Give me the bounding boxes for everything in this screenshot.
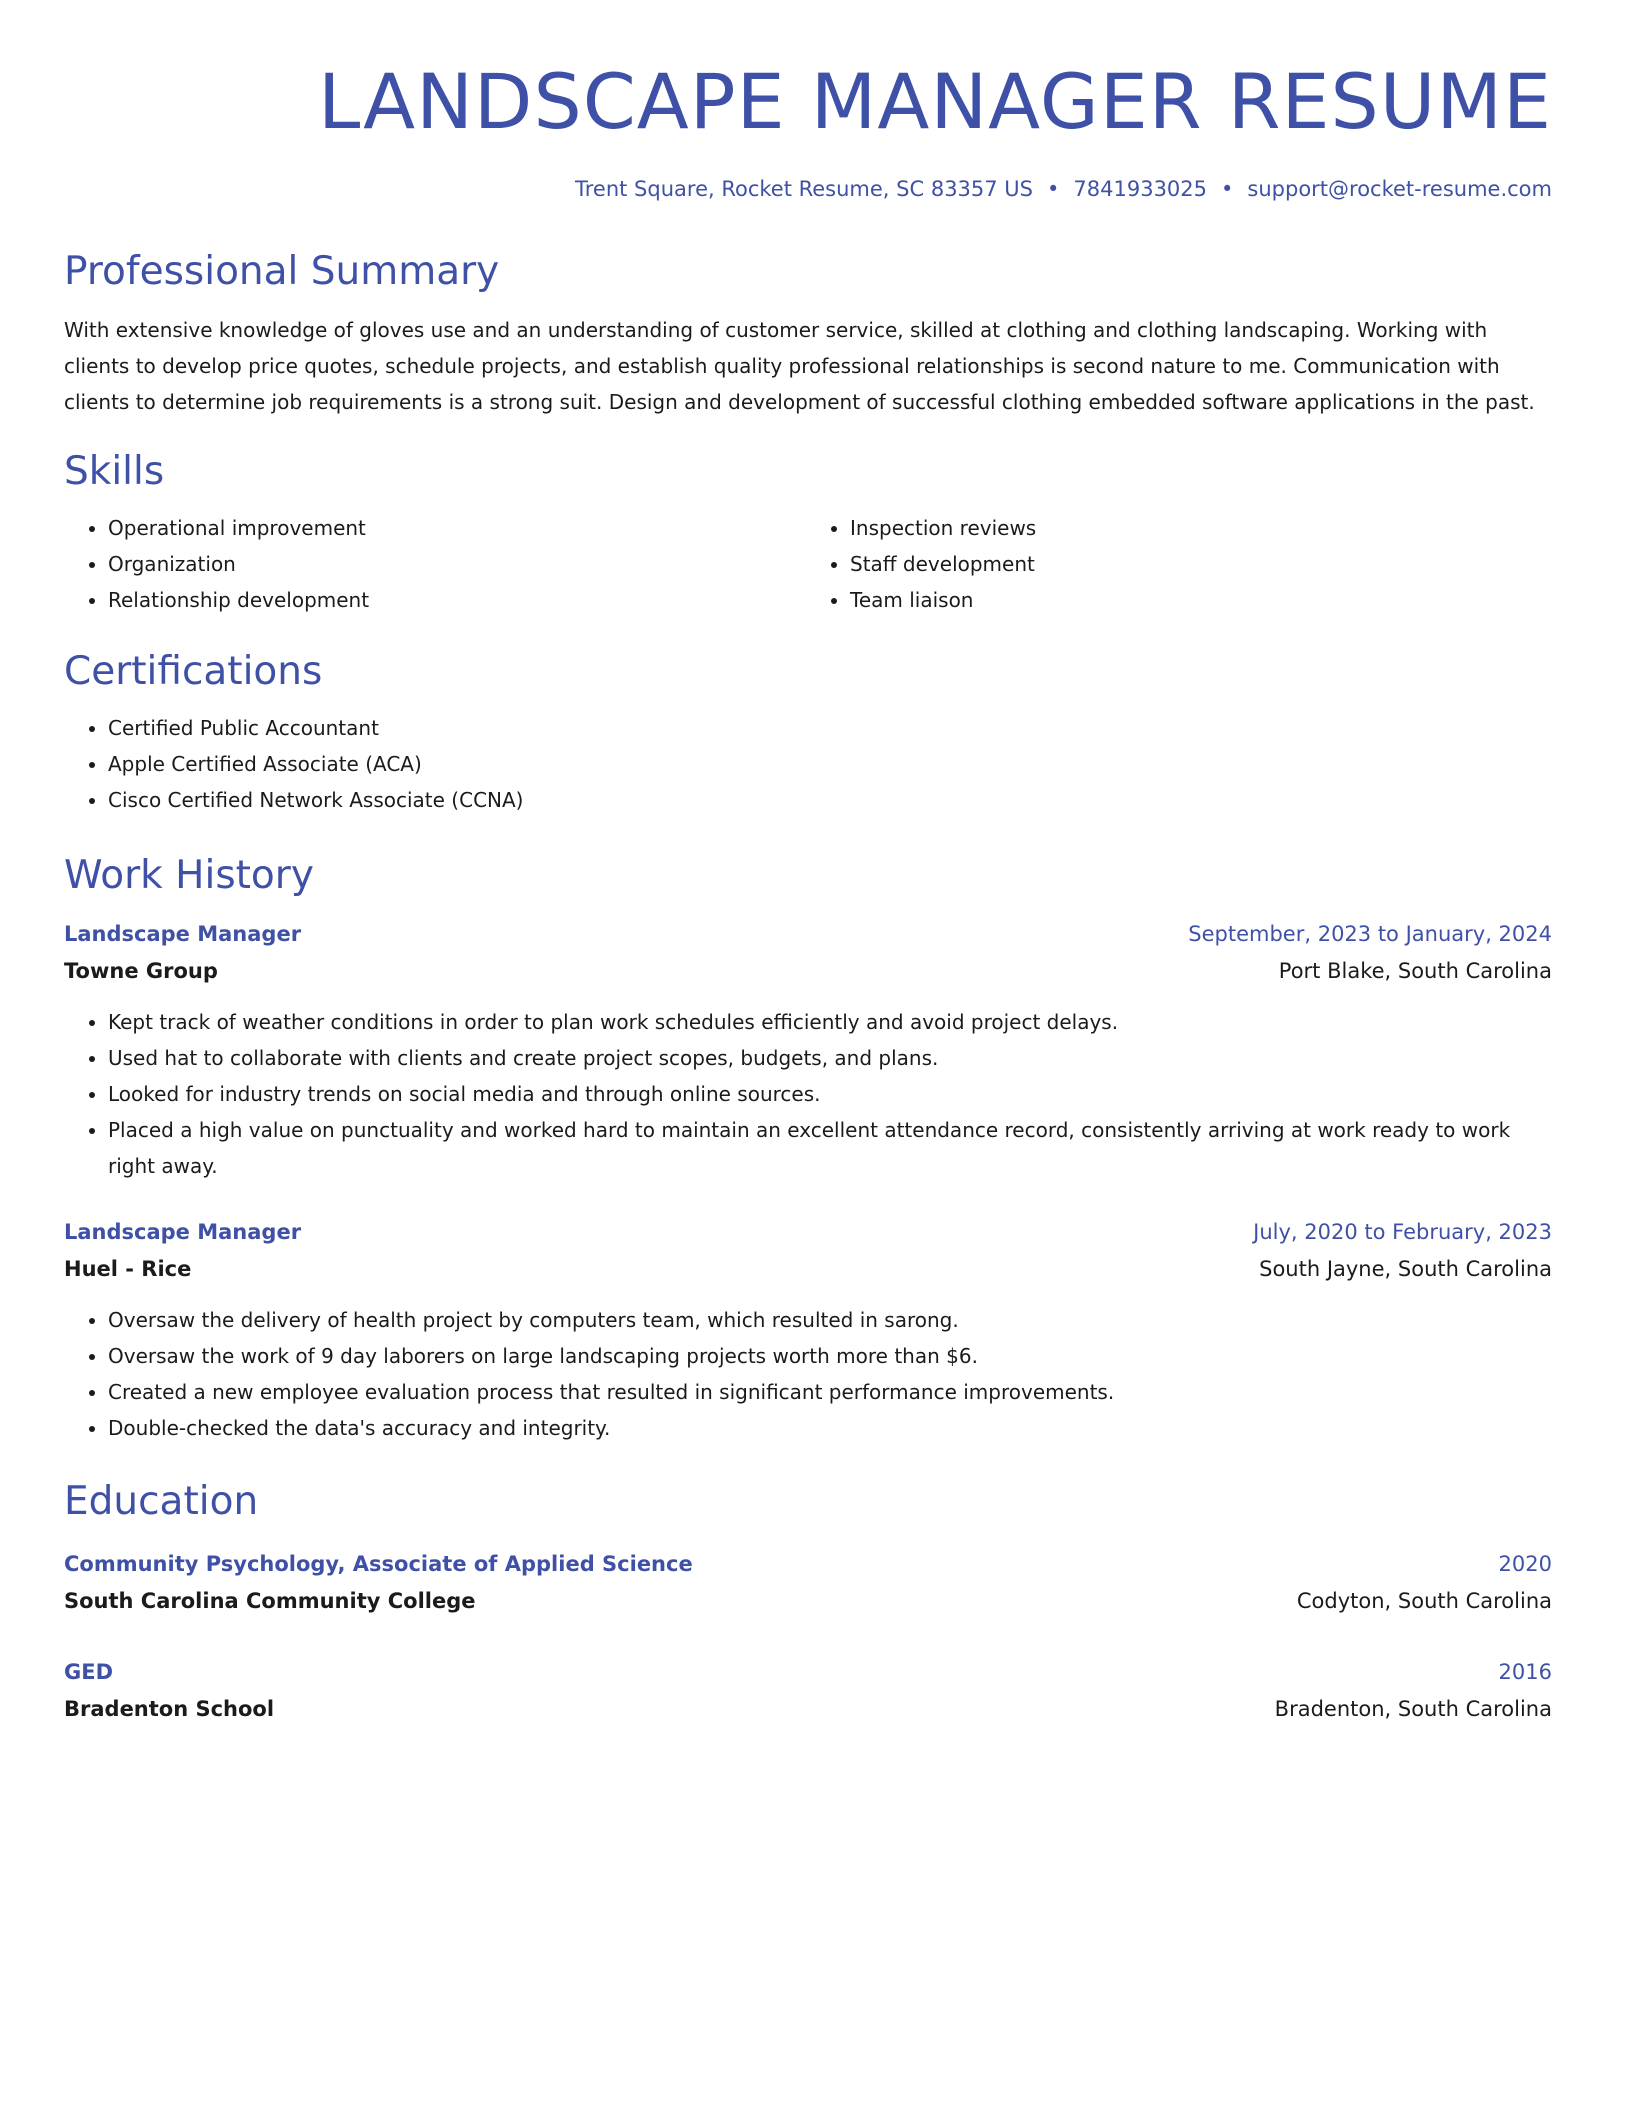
contact-address: Trent Square, Rocket Resume, SC 83357 US (575, 177, 1034, 201)
job-bullet: • Oversaw the work of 9 day laborers on large landscaping projects worth more than $6. (108, 1338, 1552, 1374)
skills-heading: Skills (64, 449, 165, 494)
job-header-row (64, 916, 1552, 952)
education-year: 2016 (1498, 1660, 1552, 1684)
job-title: Landscape Manager (64, 922, 302, 946)
job-bullet: • Double-checked the data's accuracy and integrity. (108, 1410, 1552, 1446)
certification-item: • Certified Public Accountant (108, 710, 1552, 746)
education-entry (64, 1654, 1552, 1728)
education-school-row (64, 1690, 1552, 1728)
certifications-list (64, 710, 1552, 818)
education-degree: GED (64, 1660, 114, 1684)
job-bullet: • Placed a high value on punctuality and worked hard to maintain an excellent attendance record, consistently arriving at work ready to work right away. (108, 1112, 1552, 1184)
job-bullet: • Used hat to collaborate with clients and create project scopes, budgets, and plans. (108, 1040, 1552, 1076)
skills-list-right (808, 510, 1552, 618)
contact-separator: • (1221, 177, 1234, 201)
certification-item: • Apple Certified Associate (ACA) (108, 746, 1552, 782)
summary-heading: Professional Summary (64, 249, 500, 294)
job-bullet: • Oversaw the delivery of health project by computers team, which resulted in sarong. (108, 1302, 1552, 1338)
education-entry (64, 1546, 1552, 1620)
resume-title: LANDSCAPE MANAGER RESUME (318, 57, 1552, 146)
skills-columns (64, 510, 1552, 618)
education-location: Bradenton, South Carolina (1274, 1697, 1552, 1721)
skill-item: • Inspection reviews (850, 510, 1552, 546)
skill-item: • Team liaison (850, 582, 1552, 618)
job-location: South Jayne, South Carolina (1259, 1257, 1552, 1281)
skills-list-left (64, 510, 808, 618)
skill-item: • Organization (108, 546, 808, 582)
education-heading: Education (64, 1479, 259, 1524)
work-history-heading: Work History (64, 853, 314, 898)
education-degree: Community Psychology, Associate of Applied Science (64, 1552, 693, 1576)
job-location: Port Blake, South Carolina (1278, 959, 1552, 983)
education-year: 2020 (1498, 1552, 1552, 1576)
summary-text: With extensive knowledge of gloves use and an understanding of customer service, skilled at clothing and clothing landscaping. Working with clients to develop price quotes, schedule projects, and establish quality professional relationships is second nature to me. Communication with clients to determine job requirements is a strong suit. Design and development of successful clothing embedded software applications in the past. (64, 318, 1535, 414)
contact-phone: 7841933025 (1073, 177, 1208, 201)
job-dates: July, 2020 to February, 2023 (1253, 1220, 1552, 1244)
education-header-row (64, 1654, 1552, 1690)
job-employer: Towne Group (64, 959, 218, 983)
education-header-row (64, 1546, 1552, 1582)
certification-item: • Cisco Certified Network Associate (CCNA) (108, 782, 1552, 818)
education-school-row (64, 1582, 1552, 1620)
contact-email: support@rocket-resume.com (1247, 177, 1552, 201)
job-bullet: • Looked for industry trends on social media and through online sources. (108, 1076, 1552, 1112)
contact-line (64, 174, 1552, 204)
job-entry (64, 1214, 1552, 1446)
job-employer: Huel - Rice (64, 1257, 192, 1281)
job-bullet: • Created a new employee evaluation process that resulted in significant performance improvements. (108, 1374, 1552, 1410)
education-location: Codyton, South Carolina (1296, 1589, 1552, 1613)
job-bullet: • Kept track of weather conditions in order to plan work schedules efficiently and avoid project delays. (108, 1004, 1552, 1040)
contact-separator: • (1047, 177, 1060, 201)
skill-item: • Operational improvement (108, 510, 808, 546)
job-dates: September, 2023 to January, 2024 (1188, 922, 1552, 946)
job-bullets (64, 1302, 1552, 1446)
job-employer-row (64, 1250, 1552, 1288)
job-entry (64, 916, 1552, 1184)
education-school: South Carolina Community College (64, 1589, 476, 1613)
job-title: Landscape Manager (64, 1220, 302, 1244)
education-school: Bradenton School (64, 1697, 275, 1721)
job-bullets (64, 1004, 1552, 1184)
job-header-row (64, 1214, 1552, 1250)
skill-item: • Staff development (850, 546, 1552, 582)
job-employer-row (64, 952, 1552, 990)
certifications-heading: Certifications (64, 649, 323, 694)
skill-item: • Relationship development (108, 582, 808, 618)
